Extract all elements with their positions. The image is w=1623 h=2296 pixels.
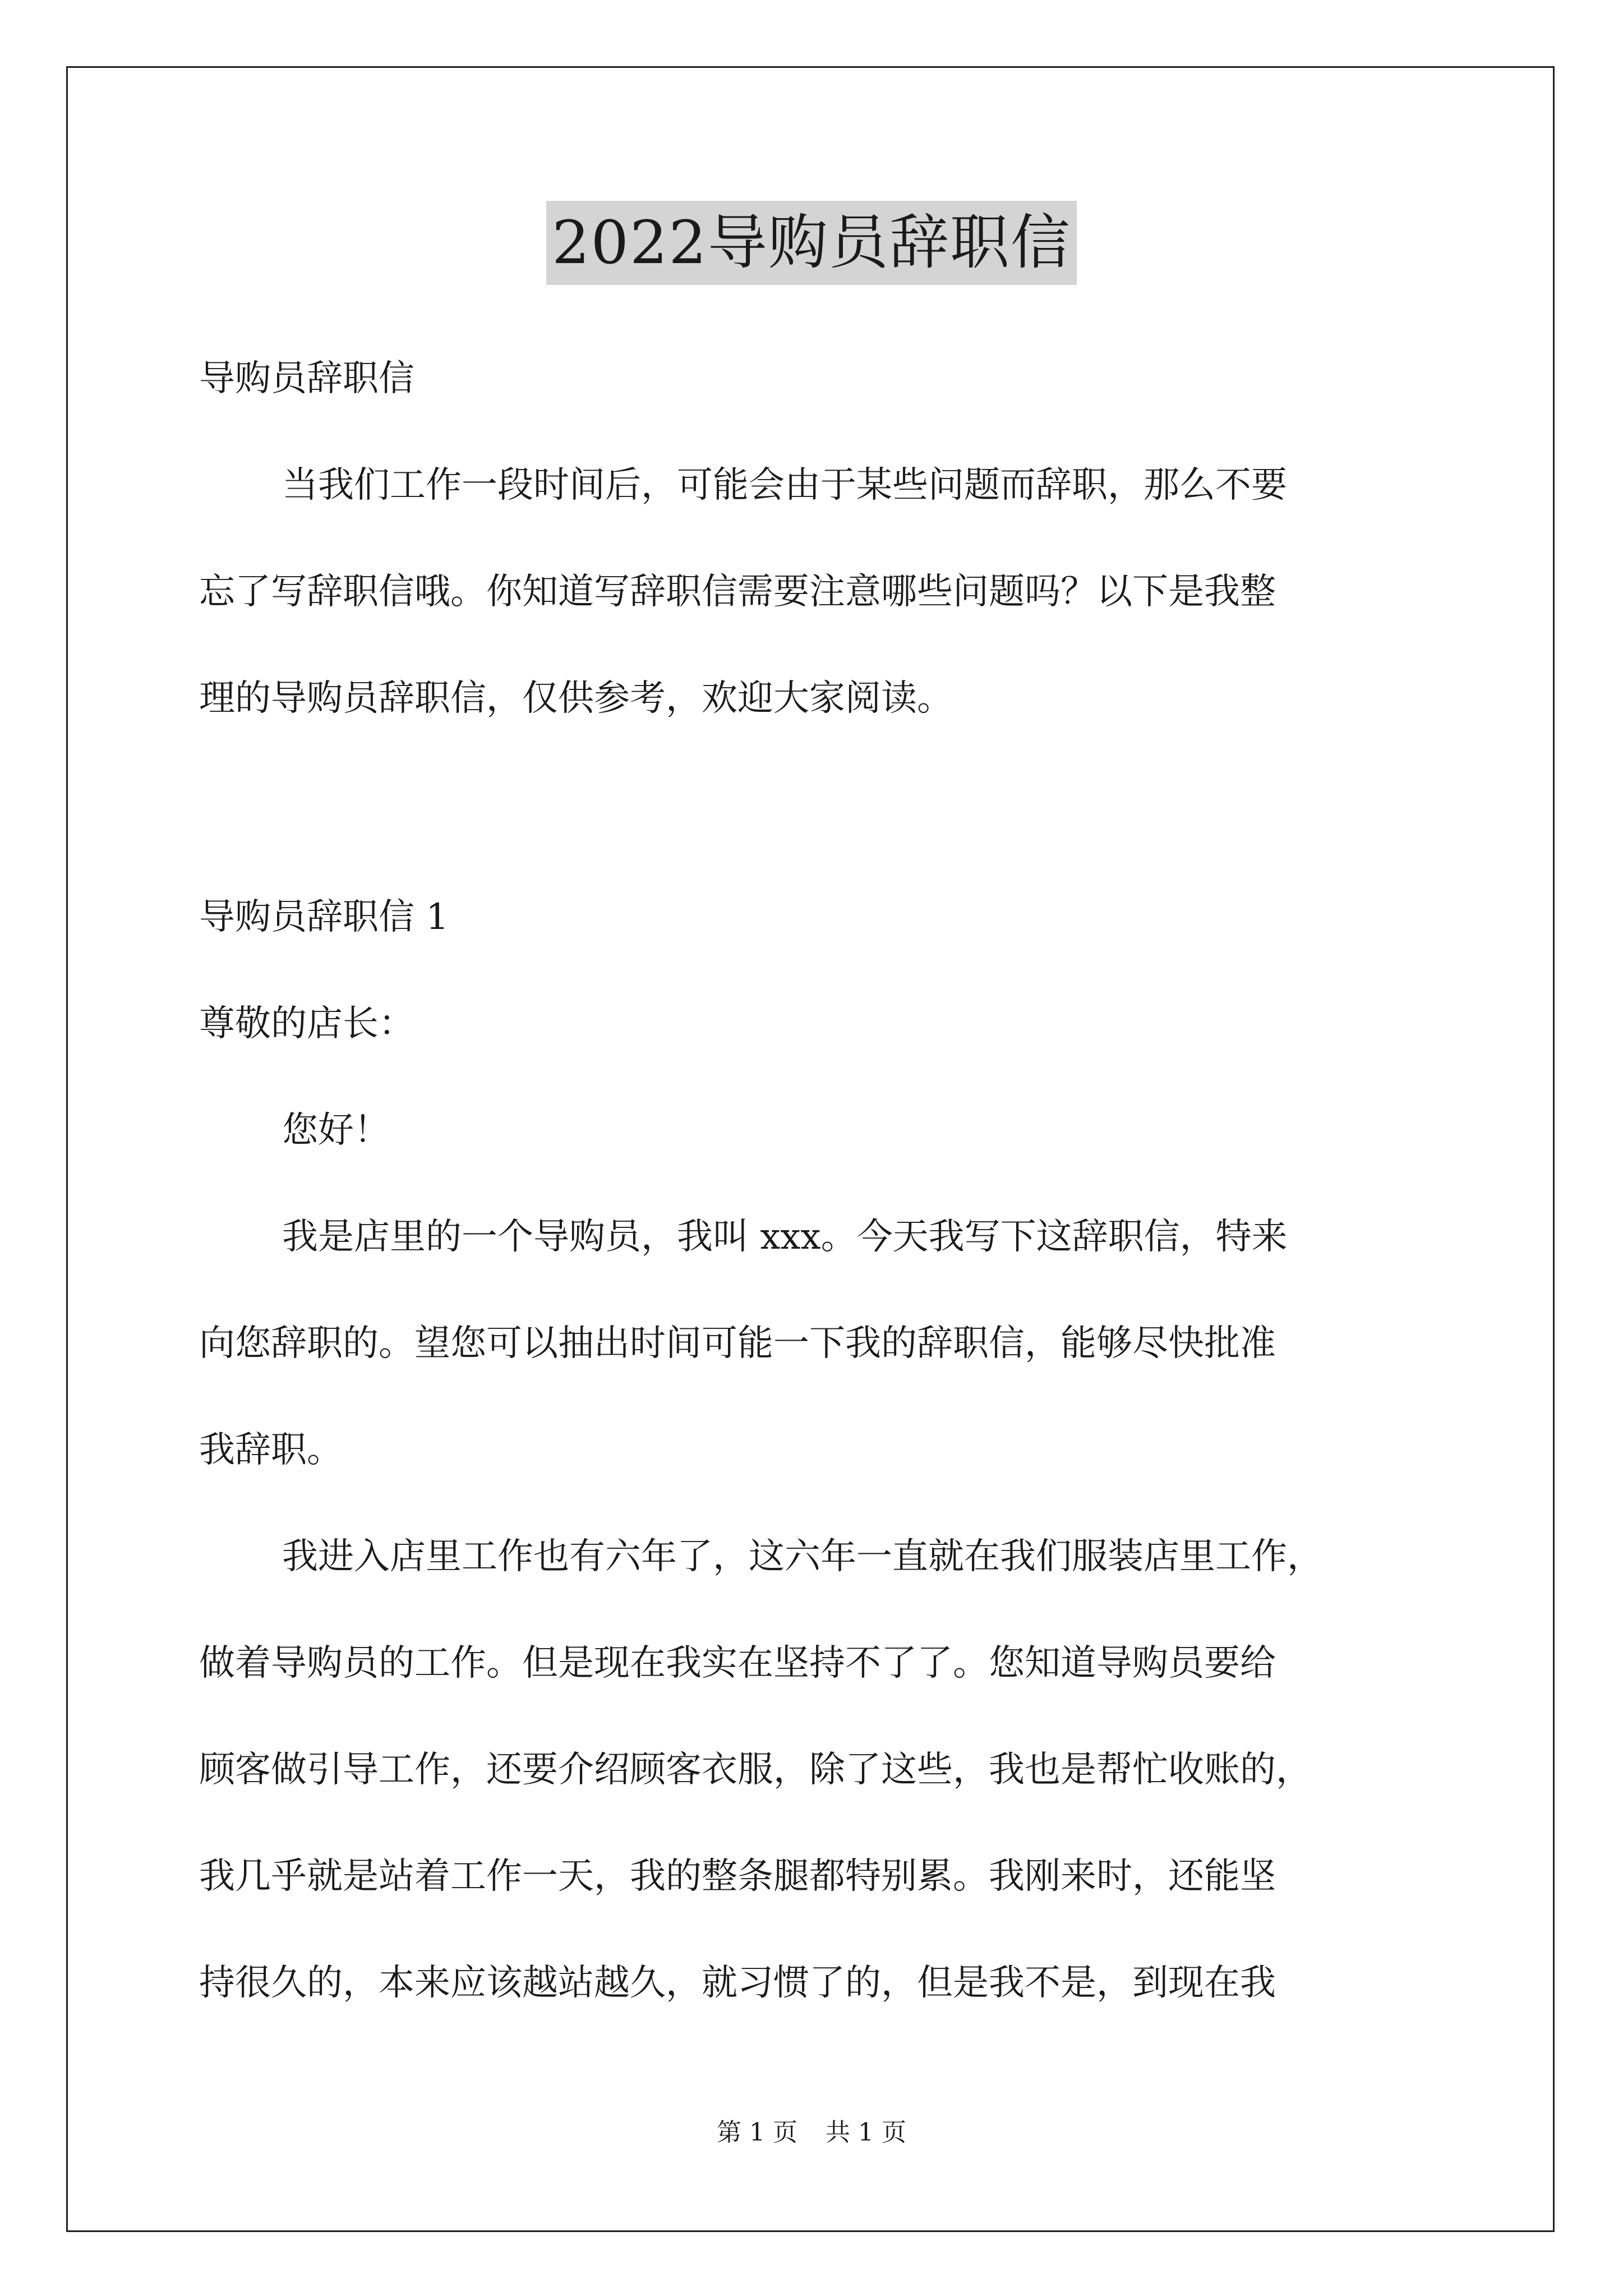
body-line: 顾客做引导工作，还要介绍顾客衣服，除了这些，我也是帮忙收账的， (199, 1749, 1312, 1791)
intro-line: 忘了写辞职信哦。你知道写辞职信需要注意哪些问题吗？以下是我整 (199, 571, 1276, 613)
body-line: 做着导购员的工作。但是现在我实在坚持不了了。您知道导购员要给 (199, 1642, 1276, 1684)
page-footer (0, 2116, 1623, 2150)
salutation (199, 970, 1433, 1077)
intro-line: 当我们工作一段时间后，可能会由于某些问题而辞职，那么不要 (282, 464, 1287, 506)
body-line: 我是店里的一个导购员，我叫 xxx。今天我写下这辞职信，特来 (282, 1216, 1288, 1258)
section-heading (199, 864, 1433, 970)
body-line: 持很久的，本来应该越站越久，就习惯了的，但是我不是，到现在我 (199, 1962, 1276, 2004)
page-total: 共 1 页 (826, 2118, 906, 2147)
body-paragraph-1 (199, 1184, 1433, 1503)
body-paragraph-2 (199, 1503, 1433, 2036)
greeting-text: 您好！ (282, 1110, 390, 1151)
document-title: 2022导购员辞职信 (546, 201, 1077, 285)
intro-paragraph (199, 432, 1433, 752)
intro-line: 理的导购员辞职信，仅供参考，欢迎大家阅读。 (199, 678, 953, 719)
page-number: 第 1 页 (717, 2118, 797, 2147)
greeting (199, 1077, 1433, 1184)
section-heading-text: 导购员辞职信 1 (199, 896, 449, 938)
body-line: 我进入店里工作也有六年了，这六年一直就在我们服装店里工作， (282, 1536, 1323, 1577)
subtitle (199, 325, 1433, 432)
body-line: 我辞职。 (199, 1429, 343, 1471)
body-line: 我几乎就是站着工作一天，我的整条腿都特别累。我刚来时，还能坚 (199, 1856, 1276, 1897)
subtitle-text: 导购员辞职信 (199, 358, 414, 399)
body-line: 向您辞职的。望您可以抽出时间可能一下我的辞职信，能够尽快批准 (199, 1323, 1276, 1364)
salutation-text: 尊敬的店长： (199, 1003, 414, 1045)
title-container (0, 201, 1623, 285)
